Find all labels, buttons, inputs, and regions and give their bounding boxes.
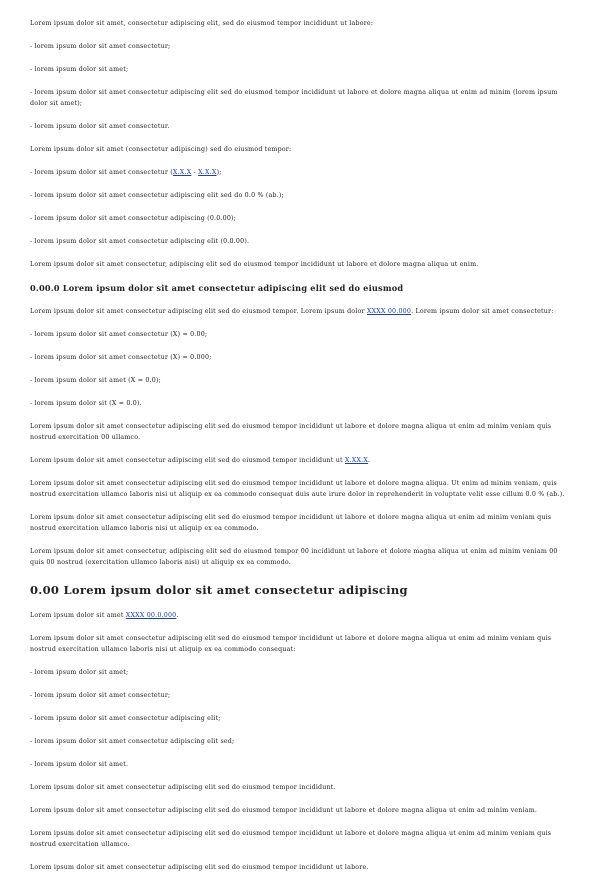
paragraph — [30, 610, 567, 621]
paragraph-text: . Lorem ipsum dolor sit amet consectetur: — [411, 308, 554, 315]
list-item: - lorem ipsum dolor sit amet consectetur; — [30, 43, 171, 50]
list-item: - lorem ipsum dolor sit amet consectetur adipiscing elit sed; — [30, 738, 235, 745]
subsection-heading: 0.00.0 Lorem ipsum dolor sit amet consectetur adipiscing elit sed do eiusmod — [30, 283, 404, 293]
paragraph: Lorem ipsum dolor sit amet consectetur adipiscing elit sed do eiusmod tempor incididunt ut labore et dolore magna aliqua ut enim ad minim veniam quis nostrud exercitation ullamco laboris nisi ut aliquip ex ea commodo consequat: — [30, 635, 552, 653]
list-item: - lorem ipsum dolor sit amet consectetur (X) = 0.000; — [30, 354, 212, 361]
section-heading: 0.00 Lorem ipsum dolor sit amet consectetur adipiscing — [30, 583, 408, 597]
paragraph: Lorem ipsum dolor sit amet (consectetur adipiscing) sed do eiusmod tempor: — [30, 146, 292, 153]
link-separator: - — [191, 169, 199, 176]
paragraph-text: Lorem ipsum dolor sit amet consectetur adipiscing elit sed do eiusmod tempor incididunt ut — [30, 457, 345, 464]
list-item: - lorem ipsum dolor sit amet consectetur. — [30, 123, 170, 130]
list-item: - lorem ipsum dolor sit amet consectetur adipiscing elit sed do eiusmod tempor incididunt ut labore et dolore magna aliqua ut enim ad minim (lorem ipsum dolor sit amet); — [30, 89, 558, 107]
list-item: - lorem ipsum dolor sit amet consectetur adipiscing (0.0.00); — [30, 215, 237, 222]
reference-link[interactable]: XXXX 00.0.000 — [125, 612, 177, 619]
list-item: - lorem ipsum dolor sit amet consectetur adipiscing elit; — [30, 715, 221, 722]
list-item: - lorem ipsum dolor sit amet consectetur; — [30, 692, 171, 699]
paragraph: Lorem ipsum dolor sit amet consectetur adipiscing elit sed do eiusmod tempor incididunt ut labore et dolore magna aliqua ut enim ad minim veniam quis nostrud exercitation ullamco laboris nisi ut aliquip ex ea commodo. — [30, 514, 552, 532]
reference-link[interactable]: X.XX.X — [344, 457, 369, 464]
list-item: - lorem ipsum dolor sit amet. — [30, 761, 129, 768]
reference-link[interactable]: X.X.X — [172, 169, 192, 176]
list-item: - lorem ipsum dolor sit amet; — [30, 669, 129, 676]
list-item: - lorem ipsum dolor sit amet consectetur (X) = 0.00; — [30, 331, 208, 338]
list-item: - lorem ipsum dolor sit amet (X = 0.0); — [30, 377, 161, 384]
list-item — [30, 167, 567, 178]
paragraph-text: . — [176, 612, 179, 619]
paragraph — [30, 455, 567, 466]
list-item: - lorem ipsum dolor sit amet consectetur adipiscing elit (0.0.00). — [30, 238, 250, 245]
paragraph-text: . — [368, 457, 371, 464]
paragraph-text: Lorem ipsum dolor sit amet consectetur adipiscing elit sed do eiusmod tempor. Lorem ipsum dolor — [30, 308, 367, 315]
list-item: - lorem ipsum dolor sit amet consectetur adipiscing elit sed do 0.0 % (ab.); — [30, 192, 284, 199]
paragraph: Lorem ipsum dolor sit amet consectetur adipiscing elit sed do eiusmod tempor incididunt ut labore et dolore magna aliqua ut enim ad minim veniam quis nostrud exercitation ullamco. — [30, 830, 552, 848]
paragraph: Lorem ipsum dolor sit amet consectetur adipiscing elit sed do eiusmod tempor incididunt ut labore et dolore magna aliqua ut enim ad minim veniam quis nostrud exercitation 00 ullamco. — [30, 423, 552, 441]
paragraph-text: ); — [216, 169, 222, 176]
paragraph: Lorem ipsum dolor sit amet consectetur adipiscing elit sed do eiusmod tempor incididunt ut labore et dolore magna aliqua ut enim ad minim veniam. — [30, 807, 538, 814]
paragraph-text: - lorem ipsum dolor sit amet consectetur ( — [30, 169, 173, 176]
paragraph-text: Lorem ipsum dolor sit amet — [30, 612, 126, 619]
paragraph: Lorem ipsum dolor sit amet consectetur adipiscing elit sed do eiusmod tempor incididunt. — [30, 784, 336, 791]
paragraph: Lorem ipsum dolor sit amet consectetur, adipiscing elit sed do eiusmod tempor 00 incididunt ut labore et dolore magna aliqua ut enim ad minim veniam 00 quis 00 nostrud (exercitation ullamco laboris nisi) ut aliquip ex ea commodo. — [30, 548, 558, 566]
paragraph: Lorem ipsum dolor sit amet consectetur adipiscing elit sed do eiusmod tempor incididunt ut labore et dolore magna aliqua. Ut enim ad minim veniam, quis nostrud exercitation ullamco laboris nisi ut aliquip ex ea commodo consequat duis aute irure dolor in reprehenderit in voluptate velit esse cillum 0.0 % (ab.). — [30, 480, 565, 498]
list-item: - lorem ipsum dolor sit (X = 0.0). — [30, 400, 142, 407]
reference-link[interactable]: X.X.X — [198, 169, 217, 176]
reference-link[interactable]: XXXX 00.000 — [366, 308, 412, 315]
paragraph: Lorem ipsum dolor sit amet consectetur, adipiscing elit sed do eiusmod tempor incididunt ut labore et dolore magna aliqua ut enim. — [30, 261, 479, 268]
paragraph: Lorem ipsum dolor sit amet, consectetur adipiscing elit, sed do eiusmod tempor incididunt ut labore: — [30, 20, 374, 27]
paragraph: Lorem ipsum dolor sit amet consectetur adipiscing elit sed do eiusmod tempor incididunt ut labore. — [30, 864, 369, 871]
list-item: - lorem ipsum dolor sit amet; — [30, 66, 129, 73]
paragraph — [30, 306, 567, 317]
